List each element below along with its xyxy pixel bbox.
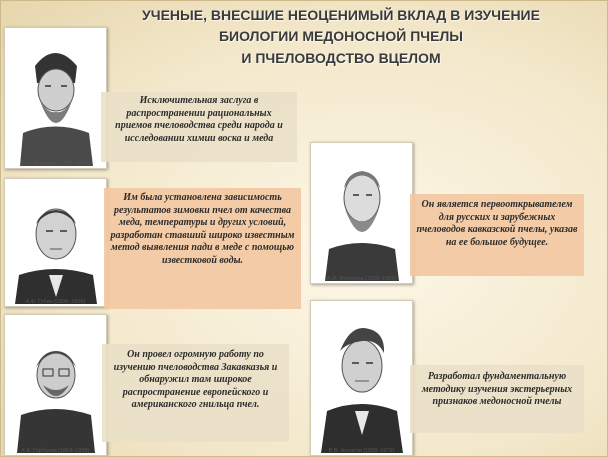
slide-title-line-2: БИОЛОГИИ МЕДОНОСНОЙ ПЧЕЛЫ (218, 28, 464, 44)
portrait-alpatov (310, 300, 413, 456)
portrait-gorbachev-drawing (5, 315, 106, 455)
portrait-butlerov (310, 142, 413, 284)
note-gorbachev: Он провел огромную работу по изучению пчеловодства Закавказья и обнаружил там широкое распространение европейского и американского гнильца пчел. (102, 344, 289, 442)
portrait-gubin (4, 178, 107, 307)
portrait-gorbachev (4, 314, 107, 456)
portrait-alpatov-caption: В.В. Алпатов (1898–1979) (328, 448, 395, 454)
slide-title-line-3: И ПЧЕЛОВОДСТВО ВЦЕЛОМ (241, 50, 441, 66)
portrait-gorbachev-caption: К.А. Горбачев (1864–1936) (21, 448, 90, 454)
portrait-kablukov (4, 27, 107, 169)
portrait-kablukov-caption: И.А. Каблуков (1857–1942) (21, 161, 90, 167)
note-alpatov: Разработал фундаментальную методику изучения экстерьерных признаков медоносной пчелы (410, 365, 584, 433)
portrait-gubin-drawing (5, 179, 106, 306)
note-gubin: Им была установлена зависимость результатов зимовки пчел от качества меда, температуры и других условий, разработан ставший широко известным метод выявления пади в меде с помощью известковой воды. (104, 188, 301, 309)
portrait-butlerov-drawing (311, 143, 412, 283)
note-kablukov: Исключительная заслуга в распространении рациональных приемов пчеловодства среди народа и исследовании химии воска и меда (101, 92, 297, 162)
portrait-butlerov-caption: А.М. Бутлеров (1828–1886) (326, 276, 397, 282)
portrait-kablukov-drawing (5, 28, 106, 168)
slide-title-line-1: УЧЕНЫЕ, ВНЕСШИЕ НЕОЦЕНИМЫЙ ВКЛАД В ИЗУЧЕНИЕ (142, 7, 540, 23)
note-butlerov: Он является первооткрывателем для русских и зарубежных пчеловодов кавказской пчелы, указав на ее большое будущее. (410, 194, 584, 276)
portrait-gubin-caption: А.Ф. Губин (1898–1956) (25, 299, 86, 305)
portrait-alpatov-drawing (311, 301, 412, 455)
